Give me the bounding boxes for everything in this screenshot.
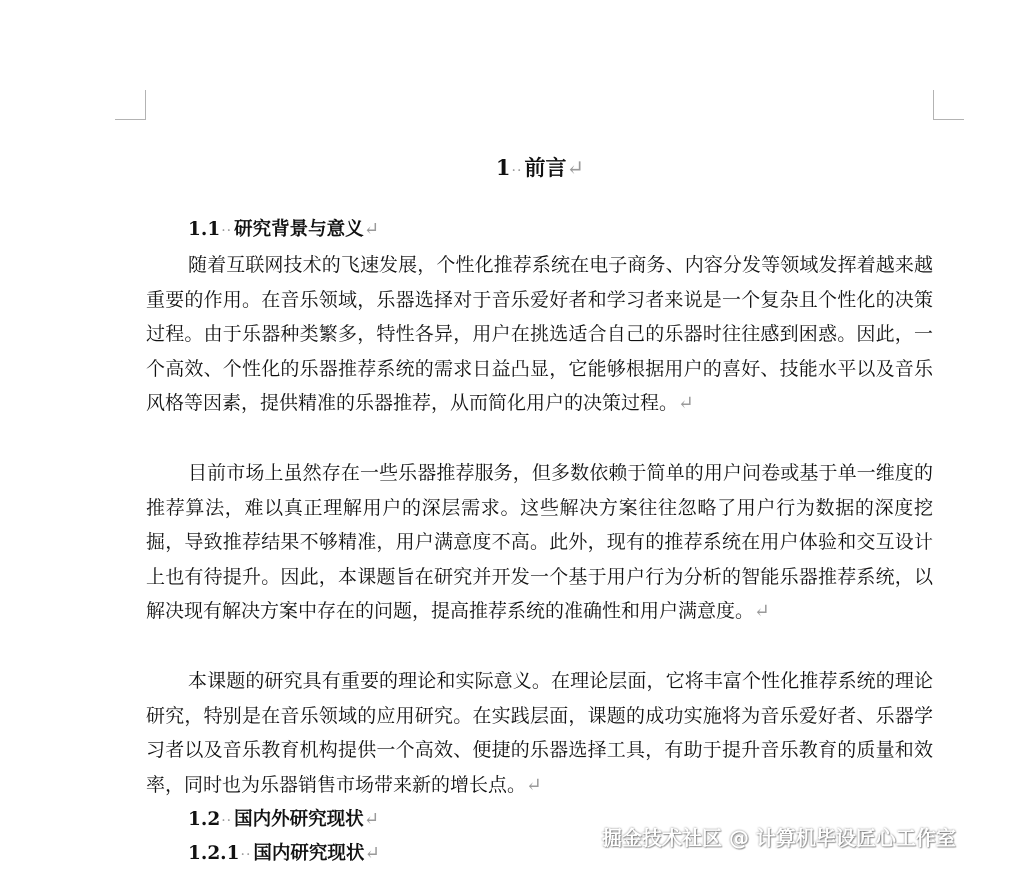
section-heading-1-1[interactable] xyxy=(188,215,379,246)
watermark: 掘金技术社区 @ 计算机毕设匠心工作室 xyxy=(602,826,956,850)
paragraph-mark: ↵ xyxy=(363,219,380,240)
paragraph-mark: ↵ xyxy=(526,773,542,796)
paragraph-mark: ↵ xyxy=(363,809,380,830)
chapter-title: 前言 xyxy=(524,155,567,180)
paragraph-text: 本课题的研究具有重要的理论和实际意义。在理论层面，它将丰富个性化推荐系统的理论研究，特别是在音乐领域的应用研究。在实践层面，课题的成功实施将为音乐爱好者、乐器学习者以及音乐教育机构提供一个高效、便捷的乐器选择工具，有助于提升音乐教育的质量和效率，同时也为乐器销售市场带来新的增长点。 xyxy=(146,670,933,796)
paragraph-text: 目前市场上虽然存在一些乐器推荐服务，但多数依赖于简单的用户问卷或基于单一维度的推荐算法，难以真正理解用户的深层需求。这些解决方案往往忽略了用户行为数据的深度挖掘，导致推荐结果不够精准，用户满意度不高。此外，现有的推荐系统在用户体验和交互设计上也有待提升。因此，本课题旨在研究并开发一个基于用户行为分析的智能乐器推荐系统，以解决现有解决方案中存在的问题，提高推荐系统的准确性和用户满意度。 xyxy=(146,462,933,622)
section-number: 1.2 xyxy=(188,809,221,830)
section-title: 研究背景与意义 xyxy=(234,219,364,240)
paragraph-text: 随着互联网技术的飞速发展，个性化推荐系统在电子商务、内容分发等领域发挥着越来越重要的作用。在音乐领域，乐器选择对于音乐爱好者和学习者来说是一个复杂且个性化的决策过程。由于乐器种类繁多，特性各异，用户在挑选适合自己的乐器时往往感到困惑。因此，一个高效、个性化的乐器推荐系统的需求日益凸显，它能够根据用户的喜好、技能水平以及音乐风格等因素，提供精准的乐器推荐，从而简化用户的决策过程。 xyxy=(146,254,933,414)
body-paragraph-3[interactable] xyxy=(146,664,933,802)
paragraph-mark: ↵ xyxy=(566,156,585,180)
paragraph-mark: ↵ xyxy=(364,843,380,864)
section-heading-1-2-1[interactable] xyxy=(188,839,380,870)
tab-marker: ·· xyxy=(221,813,233,829)
section-number: 1.1 xyxy=(188,219,221,240)
body-paragraph-2[interactable] xyxy=(146,456,933,629)
crop-mark-top-right xyxy=(933,90,964,120)
tab-marker: ·· xyxy=(511,163,523,179)
section-title: 国内外研究现状 xyxy=(234,809,364,830)
paragraph-mark: ↵ xyxy=(754,600,770,622)
tab-marker: ·· xyxy=(240,847,252,863)
section-number: 1.2.1 xyxy=(188,843,240,864)
body-paragraph-1[interactable] xyxy=(146,248,933,421)
section-title: 国内研究现状 xyxy=(253,843,365,864)
section-heading-1-2[interactable] xyxy=(188,805,379,836)
chapter-heading[interactable] xyxy=(0,152,1029,187)
paragraph-mark: ↵ xyxy=(678,392,694,414)
crop-mark-top-left xyxy=(115,90,146,120)
chapter-number: 1 xyxy=(495,155,511,180)
tab-marker: ·· xyxy=(221,223,233,239)
